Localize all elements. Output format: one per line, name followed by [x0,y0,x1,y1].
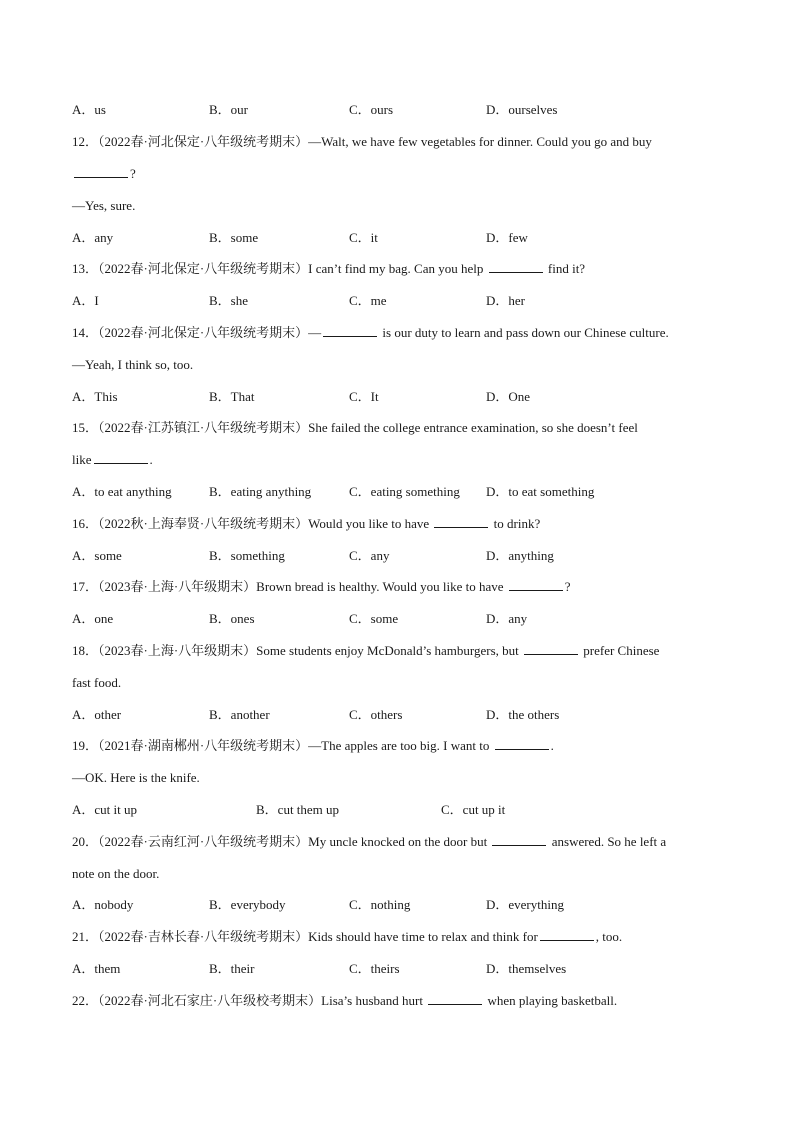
option-a[interactable]: A．nobody [72,897,134,912]
stem-tail: answered. So he left a [551,834,667,849]
stem-tail: prefer Chinese [583,643,660,658]
option-d[interactable]: D．her [486,293,525,308]
option-b[interactable]: B．another [209,707,270,722]
option-b[interactable]: B．everybody [209,897,286,912]
stem-tail: when playing basketball. [487,993,618,1008]
answer-blank [323,324,377,337]
option-c[interactable]: C．ours [349,102,394,117]
dialogue-reply: —OK. Here is the knife. [72,770,200,785]
option-c[interactable]: C．any [349,548,390,563]
question-stem [72,737,724,755]
option-d[interactable]: D．themselves [486,961,567,976]
stem-tail: . [550,738,554,753]
stem-head: 14．（2022春·河北保定·八年级统考期末）— [72,325,322,340]
stem-head: 21．（2022春·吉林长春·八年级统考期末）Kids should have time to relax and think for [72,929,538,944]
stem-tail: , too. [595,929,623,944]
option-b[interactable]: B．That [209,389,255,404]
stem-tail: find it? [547,261,586,276]
answer-blank [428,992,482,1005]
option-a[interactable]: A．us [72,102,106,117]
question-stem [72,928,724,946]
option-c[interactable]: C．some [349,611,399,626]
option-c[interactable]: C．it [349,230,378,245]
option-a[interactable]: A．This [72,389,118,404]
option-a[interactable]: A．to eat anything [72,484,172,499]
stem-head: 17．（2023春·上海·八年级期末）Brown bread is healthy. Would you like to have [72,579,504,594]
option-a[interactable]: A．them [72,961,121,976]
question-stem-cont: fast food. [72,675,122,690]
dialogue-reply: —Yes, sure. [72,198,136,213]
option-d[interactable]: D．One [486,389,531,404]
question-stem: 12．（2022春·河北保定·八年级统考期末）—Walt, we have few vegetables for dinner. Could you go and buy [72,134,652,149]
option-d[interactable]: D．few [486,230,528,245]
question-stem [72,324,724,342]
option-a[interactable]: A．any [72,230,114,245]
option-b[interactable]: B．something [209,548,285,563]
option-c[interactable]: C．cut up it [441,802,506,817]
option-a[interactable]: A．I [72,293,99,308]
stem-head: 20．（2022春·云南红河·八年级统考期末）My uncle knocked on the door but [72,834,488,849]
answer-blank [495,737,549,750]
option-c[interactable]: C．others [349,707,403,722]
answer-blank [489,260,543,273]
option-b[interactable]: B．ones [209,611,255,626]
stem-tail: ? [564,579,571,594]
question-stem-cont [72,451,724,469]
question-stem [72,515,724,533]
option-c[interactable]: C．me [349,293,387,308]
option-d[interactable]: D．everything [486,897,564,912]
answer-blank [94,451,148,464]
stem-head: like [72,452,92,467]
option-d[interactable]: D．anything [486,548,554,563]
option-c[interactable]: C．eating something [349,484,460,499]
option-d[interactable]: D．the others [486,707,560,722]
option-c[interactable]: C．It [349,389,379,404]
answer-blank [509,578,563,591]
answer-blank [74,165,128,178]
question-stem [72,833,724,851]
question-stem: 15．（2022春·江苏镇江·八年级统考期末）She failed the college entrance examination, so she doesn’t feel [72,420,638,435]
option-a[interactable]: A．some [72,548,122,563]
answer-blank [492,833,546,846]
stem-head: 19．（2021春·湖南郴州·八年级统考期末）—The apples are too big. I want to [72,738,490,753]
option-d[interactable]: D．any [486,611,528,626]
option-d[interactable]: D．to eat something [486,484,595,499]
question-stem [72,578,724,596]
option-a[interactable]: A．one [72,611,114,626]
option-c[interactable]: C．nothing [349,897,411,912]
stem-tail: . [149,452,153,467]
question-stem-cont [72,165,724,183]
option-c[interactable]: C．theirs [349,961,400,976]
option-b[interactable]: B．cut them up [256,802,340,817]
stem-head: 18．（2023春·上海·八年级期末）Some students enjoy McDonald’s hamburgers, but [72,643,519,658]
stem-tail: to drink? [493,516,541,531]
stem-head: 13．（2022春·河北保定·八年级统考期末）I can’t find my bag. Can you help [72,261,484,276]
answer-blank [540,928,594,941]
option-a[interactable]: A．other [72,707,122,722]
stem-tail: is our duty to learn and pass down our Chinese culture. [382,325,669,340]
stem-head: 16．（2022秋·上海奉贤·八年级统考期末）Would you like to have [72,516,430,531]
question-stem-cont: note on the door. [72,866,160,881]
option-a[interactable]: A．cut it up [72,802,137,817]
answer-blank [524,642,578,655]
question-stem [72,260,724,278]
option-b[interactable]: B．some [209,230,259,245]
option-b[interactable]: B．she [209,293,249,308]
question-stem [72,642,724,660]
stem-head: 22．（2022春·河北石家庄·八年级校考期末）Lisa’s husband hurt [72,993,423,1008]
answer-blank [434,515,488,528]
dialogue-reply: —Yeah, I think so, too. [72,357,194,372]
option-d[interactable]: D．ourselves [486,102,558,117]
option-b[interactable]: B．eating anything [209,484,312,499]
question-stem [72,992,724,1010]
option-b[interactable]: B．our [209,102,249,117]
option-b[interactable]: B．their [209,961,255,976]
stem-tail: ? [130,166,136,181]
